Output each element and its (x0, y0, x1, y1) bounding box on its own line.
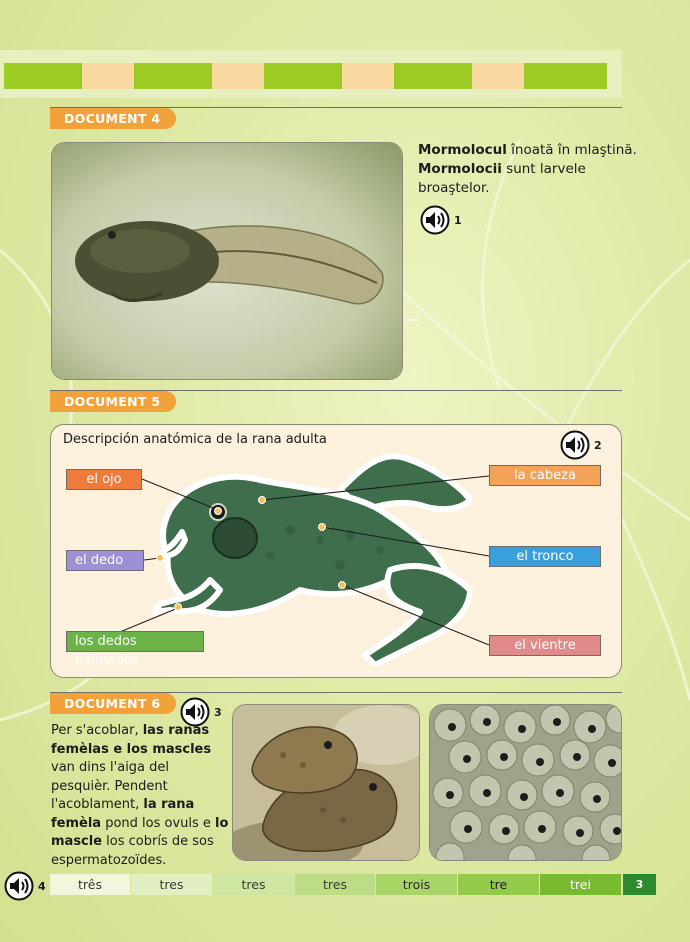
audio-number: 4 (38, 879, 46, 893)
document-4-label: DOCUMENT 4 (50, 108, 176, 129)
translation-word: tres (213, 874, 294, 895)
three-translations-bar (50, 874, 622, 895)
speaker-icon (560, 430, 590, 460)
page-number: 3 (623, 874, 656, 895)
bold-term: Mormolocul (418, 142, 507, 158)
document-6-text (51, 722, 229, 870)
speaker-icon (4, 871, 34, 901)
strip-block (4, 63, 82, 89)
label-trunk: el tronco (489, 546, 601, 567)
tadpole-photo (51, 142, 403, 380)
strip-block (524, 63, 607, 89)
sentence: Per s'acoblar, (51, 723, 143, 738)
audio-track-2[interactable] (560, 430, 602, 460)
mating-toads-photo (232, 704, 420, 861)
strip-block (212, 63, 264, 89)
audio-number: 3 (214, 705, 222, 719)
bold-term: lo mascle (51, 815, 229, 849)
document-6-label: DOCUMENT 6 (50, 693, 176, 714)
sentence: pond los ovuls e (101, 815, 216, 831)
sentence: van dins l'aiga del pesquièr. Pendent l'acoblament, (51, 760, 170, 812)
sentence: los cobrís de sos espermatozoïdes. (51, 834, 214, 868)
audio-track-1[interactable] (420, 205, 462, 235)
audio-number: 1 (454, 213, 462, 227)
bold-term: la rana femèla (51, 797, 195, 831)
translation-word: tres (295, 874, 375, 895)
strip-block (264, 63, 342, 89)
label-belly: el vientre (489, 635, 601, 656)
frog-eggs-photo (429, 704, 622, 861)
document-4-text (418, 141, 638, 198)
anatomy-title: Descripción anatómica de la rana adulta (63, 432, 327, 447)
sentence: înoată în mlaştină. (506, 142, 637, 158)
translation-word: tre (458, 874, 539, 895)
bold-term: Mormolocii (418, 161, 502, 177)
strip-block (394, 63, 472, 89)
document-5-label: DOCUMENT 5 (50, 391, 176, 412)
translation-word: trois (376, 874, 457, 895)
top-color-strip (4, 63, 607, 89)
label-head: la cabeza (489, 465, 601, 486)
audio-number: 2 (594, 438, 602, 452)
strip-block (342, 63, 394, 89)
translation-word: trei (540, 874, 621, 895)
label-finger: el dedo (66, 550, 144, 571)
bold-term: las ranas femèlas e los mascles (51, 723, 212, 757)
strip-block (82, 63, 134, 89)
speaker-icon (420, 205, 450, 235)
translation-word: três (50, 874, 130, 895)
label-webbed-toes: los dedos palmados (66, 631, 204, 652)
strip-block (472, 63, 524, 89)
strip-block (134, 63, 212, 89)
label-eye: el ojo (66, 469, 142, 490)
audio-track-4[interactable] (4, 871, 46, 901)
sentence: sunt larvele broaştelor. (418, 161, 586, 196)
translation-word: tres (131, 874, 212, 895)
